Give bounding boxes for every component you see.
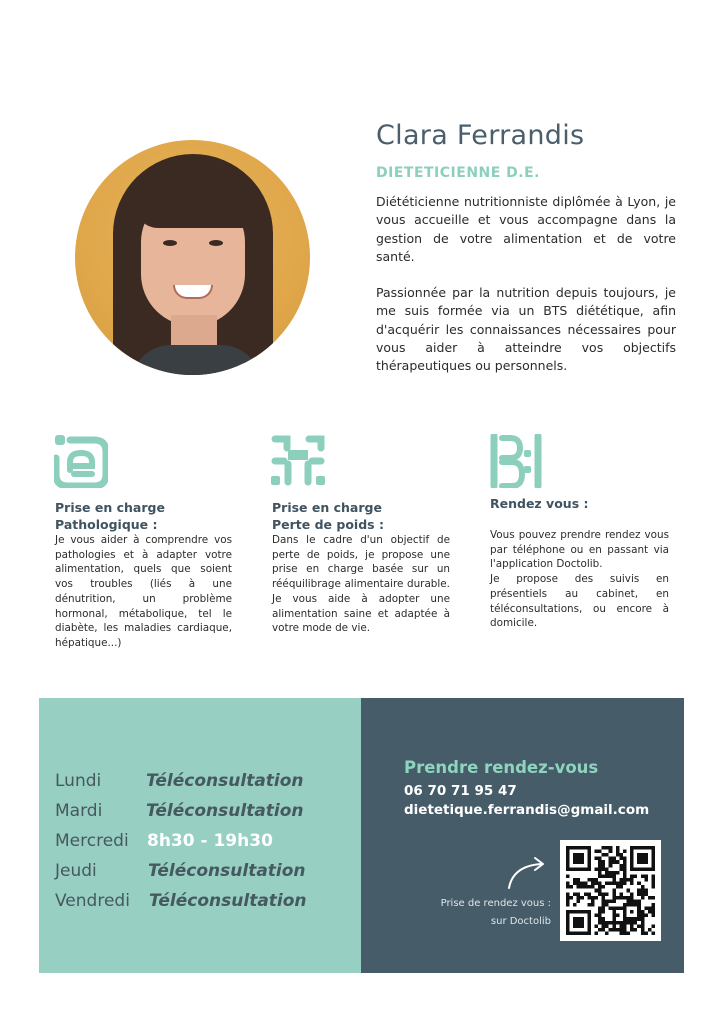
service-3-text: Vous pouvez prendre rendez vous par téléphone ou en passant via l'application Doctolib. Je propose des suivis en présentiels au cabinet, en téléconsultations, ou encore à domicile. xyxy=(490,529,669,630)
qr-code-icon[interactable] xyxy=(560,840,661,941)
service-2-text: Dans le cadre d'un objectif de perte de poids, je propose une prise en charge basée sur un rééquilibrage alimentaire durable. Je vous aide à adopter une alimentation saine et adaptée à votre mode de vie. xyxy=(272,534,450,635)
profile-name: Clara Ferrandis xyxy=(376,120,585,151)
schedule-day: Mercredi xyxy=(55,831,129,851)
contact-title: Prendre rendez-vous xyxy=(404,758,599,777)
schedule-slot: Téléconsultation xyxy=(148,861,306,881)
schedule-day: Lundi xyxy=(55,771,102,791)
schedule-day: Vendredi xyxy=(55,891,130,911)
figure-monogram-icon xyxy=(271,434,325,488)
bio-paragraph-2: Passionnée par la nutrition depuis toujours, je me suis formée via un BTS diététique, afin d'acquérir les connaissances nécessaires pour vous aider à atteindre vos objectifs thérapeutiques ou personnels. xyxy=(376,285,676,374)
schedule-day: Jeudi xyxy=(55,861,97,881)
profile-photo xyxy=(75,140,310,375)
schedule-day: Mardi xyxy=(55,801,103,821)
profile-title: DIETETICIENNE D.E. xyxy=(376,165,541,181)
e-monogram-icon xyxy=(54,434,108,488)
curved-arrow-icon xyxy=(505,856,553,892)
contact-email[interactable]: dietetique.ferrandis@gmail.com xyxy=(404,802,650,818)
schedule-slot: Téléconsultation xyxy=(146,771,304,791)
service-1-title: Prise en charge Pathologique : xyxy=(55,500,165,532)
service-2-title: Prise en charge Perte de poids : xyxy=(272,500,384,532)
contact-note-line-2: sur Doctolib xyxy=(490,916,551,927)
b-monogram-icon xyxy=(490,434,544,488)
schedule-slot: Téléconsultation xyxy=(149,891,307,911)
service-1-text: Je vous aider à comprendre vos pathologies et à adapter votre alimentation, quels que soient vos troubles (liés à une dénutrition, un problème hormonal, métabolique, tel le diabète, les maladies cardiaque, hépatique...) xyxy=(55,534,232,649)
contact-phone[interactable]: 06 70 71 95 47 xyxy=(404,783,517,799)
contact-note-line-1: Prise de rendez vous : xyxy=(440,898,551,909)
service-3-title: Rendez vous : xyxy=(490,496,589,511)
schedule-slot-hours: 8h30 - 19h30 xyxy=(147,831,273,851)
bio-paragraph-1: Diététicienne nutritionniste diplômée à Lyon, je vous accueille et vous accompagne dans la gestion de votre alimentation et de votre santé. xyxy=(376,194,676,264)
schedule-slot: Téléconsultation xyxy=(146,801,304,821)
